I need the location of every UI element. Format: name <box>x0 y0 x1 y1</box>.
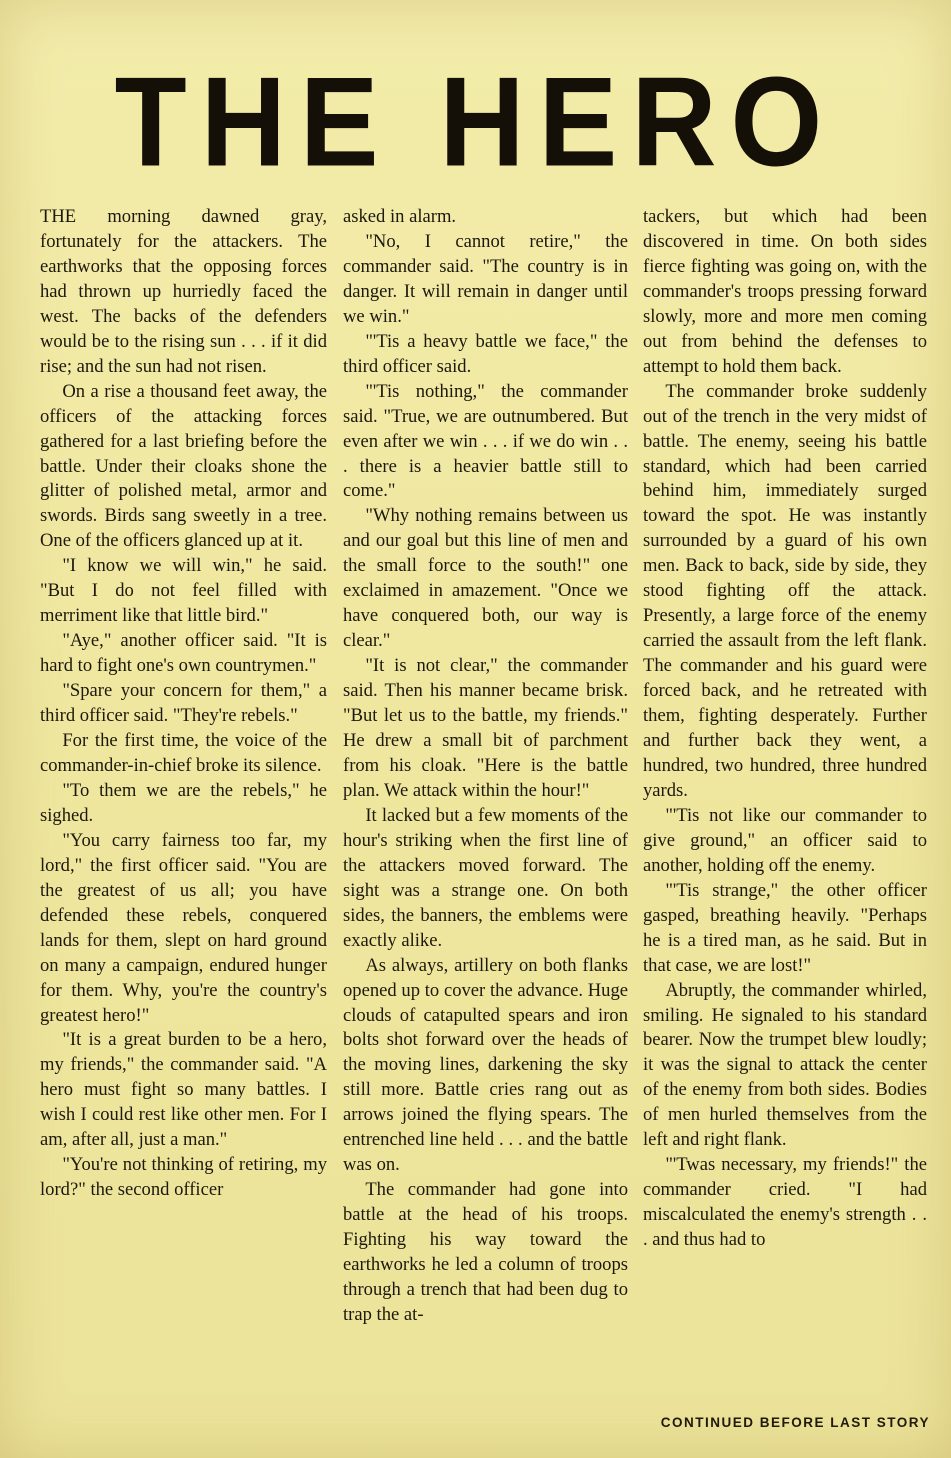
paragraph: "Aye," another officer said. "It is hard to fight one's own countrymen." <box>40 630 327 677</box>
paragraph: "'Tis not like our commander to give ground," an officer said to another, holding off the enemy. <box>643 804 927 876</box>
paragraph: THE morning dawned gray, fortunately for the attackers. The earthworks that the opposing forces had thrown up hurriedly faced the west. The backs of the defenders would be to the rising sun . . . if it did rise; and the sun had not risen. <box>40 206 327 377</box>
continuation-note: CONTINUED BEFORE LAST STORY <box>660 1415 930 1430</box>
column-2 <box>343 205 628 1328</box>
paragraph: asked in alarm. <box>343 206 457 227</box>
paragraph: "No, I cannot retire," the commander said. "The country is in danger. It will remain in danger until we win." <box>343 230 628 327</box>
paragraph: The commander had gone into battle at the head of his troops. Fighting his way toward the earthworks he led a column of troops through a trench that had been dug to trap the at- <box>343 1179 628 1325</box>
paragraph: "You're not thinking of retiring, my lord?" the second officer <box>40 1154 327 1201</box>
paragraph: "'Tis a heavy battle we face," the third officer said. <box>343 330 628 377</box>
paragraph: Abruptly, the commander whirled, smiling. He signaled to his standard bearer. Now the trumpet blew loudly; it was the signal to attack the center of the enemy from both sides. Bodies of men hurled themselves from the left and right flank. <box>643 979 927 1151</box>
paragraph: On a rise a thousand feet away, the officers of the attacking forces gathered for a last briefing before the battle. Under their cloaks shone the glitter of polished metal, armor and swords. Birds sang sweetly in a tree. One of the officers glanced up at it. <box>40 380 327 552</box>
column-1 <box>40 205 327 1203</box>
paragraph: The commander broke suddenly out of the trench in the very midst of battle. The enemy, seeing his battle standard, which had been carried behind him, immediately surged toward the spot. He was instantly surrounded by a guard of his own men. Back to back, side by side, they stood fighting off the attack. Presently, a large force of the enemy carried the assault from the left flank. The commander and his guard were forced back, and he retreated with them, fighting desperately. Further and further back they went, a hundred, two hundred, three hundred yards. <box>643 380 927 801</box>
paragraph: "'Twas necessary, my friends!" the commander cried. "I had miscalculated the enemy's strength . . . and thus had to <box>643 1154 927 1251</box>
paragraph: "Spare your concern for them," a third officer said. "They're rebels." <box>40 680 327 727</box>
story-title: THE HERO <box>114 50 837 194</box>
paragraph: "It is a great burden to be a hero, my friends," the commander said. "A hero must fight so many battles. I wish I could rest like other men. For I am, after all, just a man." <box>40 1029 327 1151</box>
paragraph: "Why nothing remains between us and our goal but this line of men and the small force to the south!" one exclaimed in amazement. "Once we have conquered both, our way is clear." <box>343 505 628 652</box>
paragraph: As always, artillery on both flanks opened up to cover the advance. Huge clouds of catapulted spears and iron bolts shot forward over the heads of the moving lines, darkening the sky still more. Battle cries rang out as arrows joined the flying spears. The entrenched line held . . . and the battle was on. <box>343 954 628 1176</box>
paragraph: "You carry fairness too far, my lord," the first officer said. "You are the greatest of us all; you have defended these rebels, conquered lands for them, slept on hard ground on many a campaign, endured hunger for them. Why, you're the country's greatest hero!" <box>40 829 327 1026</box>
paragraph: "'Tis strange," the other officer gasped, breathing heavily. "Perhaps he is a tired man, as he said. But in that case, we are lost!" <box>643 879 927 976</box>
paragraph: tackers, but which had been discovered in time. On both sides fierce fighting was going on, with the commander's troops pressing forward slowly, more and more men coming out from behind the defenses to attempt to hold them back. <box>643 206 927 377</box>
paragraph: "I know we will win," he said. "But I do not feel filled with merriment like that little bird." <box>40 555 327 627</box>
column-3 <box>643 205 927 1253</box>
paragraph: It lacked but a few moments of the hour's striking when the first line of the attackers moved forward. The sight was a strange one. On both sides, the banners, the emblems were exactly alike. <box>343 804 628 951</box>
paragraph: "It is not clear," the commander said. Then his manner became brisk. "But let us to the battle, my friends." He drew a small bit of parchment from his cloak. "Here is the battle plan. We attack within the hour!" <box>343 655 628 801</box>
paragraph: "To them we are the rebels," he sighed. <box>40 779 327 826</box>
paragraph: For the first time, the voice of the commander-in-chief broke its silence. <box>40 730 327 776</box>
paragraph: "'Tis nothing," the commander said. "True, we are outnumbered. But even after we win . . . if we do win . . . there is a heavier battle still to come." <box>343 380 628 502</box>
